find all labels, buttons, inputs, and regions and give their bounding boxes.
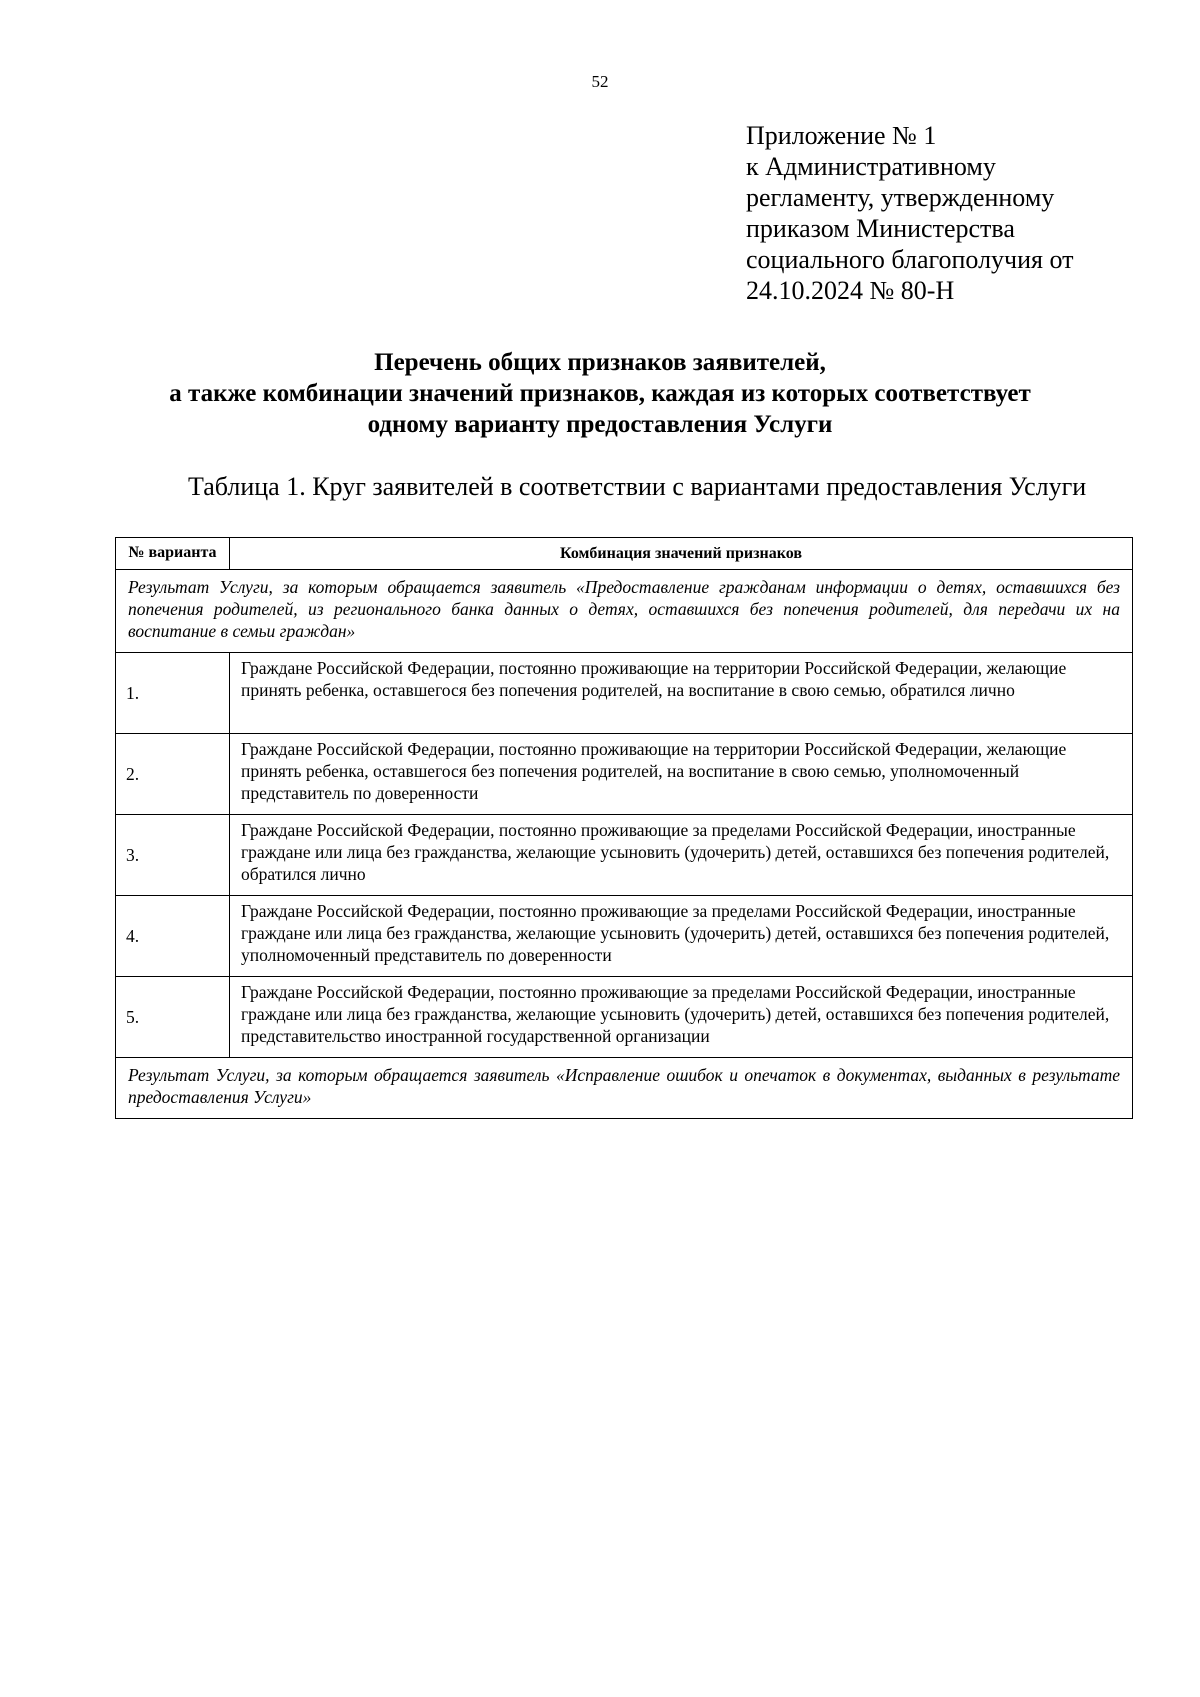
- document-title: [100, 347, 1100, 440]
- appendix-block: [746, 120, 1166, 306]
- variant-combination: Граждане Российской Федерации, постоянно проживающие за пределами Российской Федерации, иностранные граждане или лица без гражданства, желающие усыновить (удочерить) детей, оставшихся без попечения родителей, представительство иностранной государственной организации: [230, 977, 1133, 1058]
- table-row: [116, 896, 1133, 977]
- variant-combination: Граждане Российской Федерации, постоянно проживающие за пределами Российской Федерации, иностранные граждане или лица без гражданства, желающие усыновить (удочерить) детей, оставшихся без попечения родителей, уполномоченный представитель по доверенности: [230, 896, 1133, 977]
- appendix-line: приказом Министерства: [746, 214, 1015, 243]
- appendix-line: регламенту, утвержденному: [746, 183, 1055, 212]
- result-cell: Результат Услуги, за которым обращается заявитель «Исправление ошибок и опечаток в документах, выданных в результате предоставления Услуги»: [116, 1058, 1133, 1119]
- title-line: Перечень общих признаков заявителей,: [374, 349, 826, 376]
- appendix-line: социального благополучия от: [746, 245, 1074, 274]
- result-cell: Результат Услуги, за которым обращается заявитель «Предоставление гражданам информации о детях, оставшихся без попечения родителей, из регионального банка данных о детях, оставшихся без попечения родителей, для передачи их на воспитание в семьи граждан»: [116, 570, 1133, 653]
- page-number: 52: [591, 72, 609, 91]
- variant-number: 2.: [116, 734, 230, 815]
- variant-number: 5.: [116, 977, 230, 1058]
- header-combination: Комбинация значений признаков: [230, 538, 1133, 570]
- variant-number: 4.: [116, 896, 230, 977]
- table-row: [116, 734, 1133, 815]
- applicants-table: [115, 537, 1133, 1119]
- appendix-line: Приложение № 1: [746, 121, 937, 150]
- variant-combination: Граждане Российской Федерации, постоянно проживающие на территории Российской Федерации, желающие принять ребенка, оставшегося без попечения родителей, на воспитание в свою семью, обратился лично: [230, 653, 1133, 734]
- appendix-line: 24.10.2024 № 80-Н: [746, 276, 955, 305]
- title-line: одному варианту предоставления Услуги: [367, 411, 833, 438]
- table-header-row: [116, 538, 1133, 570]
- header-variant-number: № варианта: [116, 538, 230, 570]
- variant-combination: Граждане Российской Федерации, постоянно проживающие за пределами Российской Федерации, иностранные граждане или лица без гражданства, желающие усыновить (удочерить) детей, оставшихся без попечения родителей, обратился лично: [230, 815, 1133, 896]
- appendix-line: к Административному: [746, 152, 996, 181]
- table-caption: Таблица 1. Круг заявителей в соответствии с вариантами предоставления Услуги: [188, 472, 1087, 501]
- variant-combination: Граждане Российской Федерации, постоянно проживающие на территории Российской Федерации, желающие принять ребенка, оставшегося без попечения родителей, на воспитание в свою семью, уполномоченный представитель по доверенности: [230, 734, 1133, 815]
- title-line: а также комбинации значений признаков, каждая из которых соответствует: [169, 380, 1031, 407]
- table-row: [116, 653, 1133, 734]
- table-row: [116, 977, 1133, 1058]
- variant-number: 1.: [116, 653, 230, 734]
- table-row: [116, 815, 1133, 896]
- result-row: [116, 1058, 1133, 1119]
- variant-number: 3.: [116, 815, 230, 896]
- result-row: [116, 570, 1133, 653]
